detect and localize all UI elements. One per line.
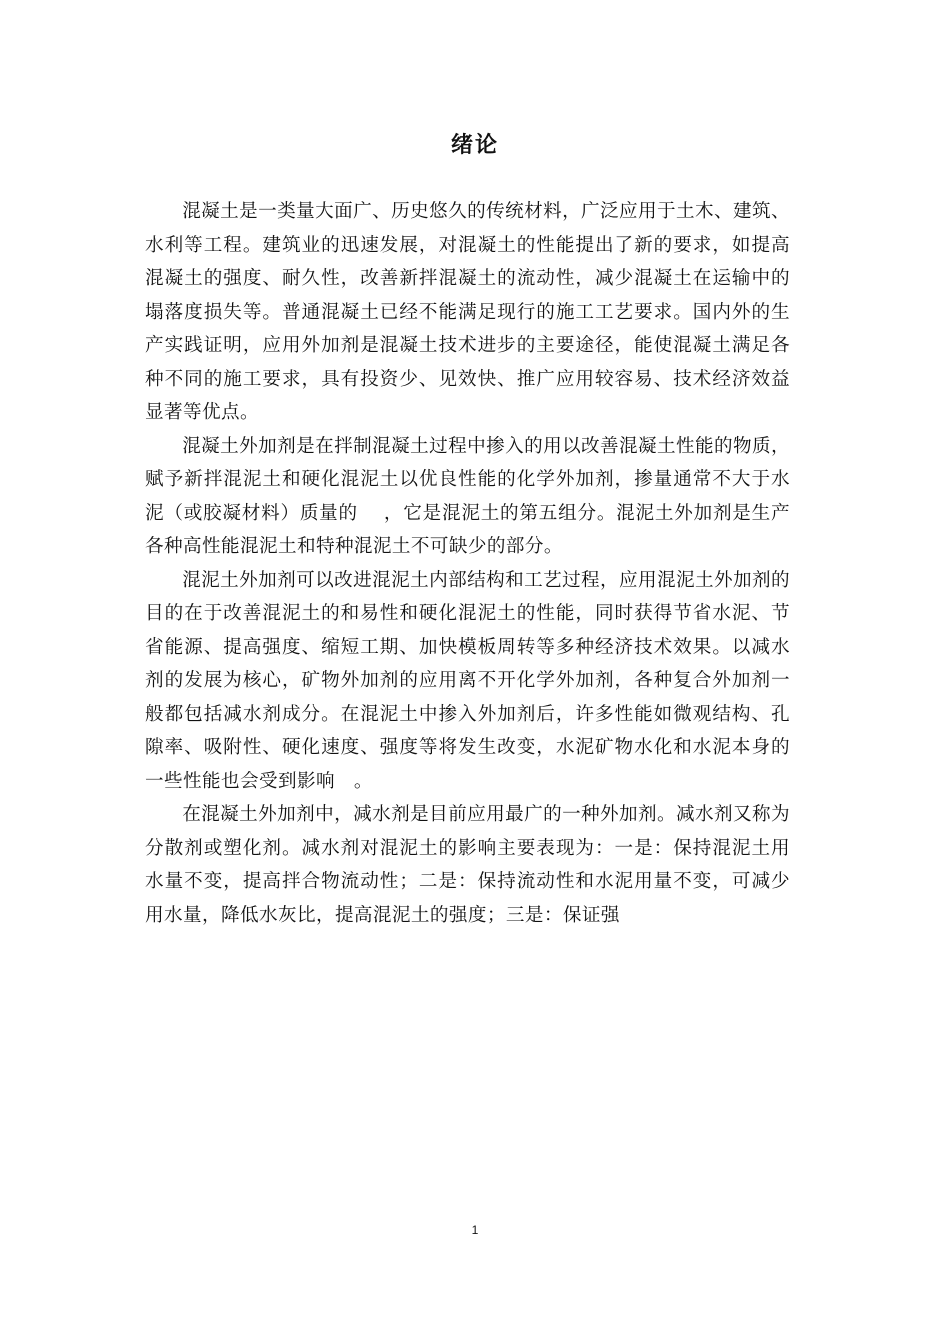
paragraph-4: 在混凝土外加剂中，减水剂是目前应用最广的一种外加剂。减水剂又称为分散剂或塑化剂。减水剂对混泥土的影响主要表现为：一是：保持混泥土用水量不变，提高拌合物流动性；二是：保持流动性和水泥用量不变，可减少用水量，降低水灰比，提高混泥土的强度；三是：保证强 bbox=[145, 804, 790, 926]
document-body bbox=[145, 195, 790, 932]
paragraph-1: 混凝土是一类量大面广、历史悠久的传统材料，广泛应用于土木、建筑、水利等工程。建筑业的迅速发展，对混凝土的性能提出了新的要求，如提高混凝土的强度、耐久性，改善新拌混凝土的流动性，减少混凝土在运输中的塌落度损失等。普通混凝土已经不能满足现行的施工工艺要求。国内外的生产实践证明，应用外加剂是混凝土技术进步的主要途径，能使混凝土满足各种不同的施工要求，具有投资少、见效快、推广应用较容易、技术经济效益显著等优点。 bbox=[145, 201, 790, 423]
page-title: 绪论 bbox=[450, 133, 499, 158]
paragraph-2: 混凝土外加剂是在拌制混凝土过程中掺入的用以改善混凝土性能的物质，赋予新拌混泥土和硬化混泥土以优良性能的化学外加剂，掺量通常不大于水泥（或胶凝材料）质量的 ，它是混泥土的第五组分。混泥土外加剂是生产各种高性能混泥土和特种混泥土不可缺少的部分。 bbox=[145, 435, 790, 557]
paragraph-3: 混泥土外加剂可以改进混泥土内部结构和工艺过程，应用混泥土外加剂的目的在于改善混泥土的和易性和硬化混泥土的性能，同时获得节省水泥、节省能源、提高强度、缩短工期、加快模板周转等多种经济技术效果。以减水剂的发展为核心，矿物外加剂的应用离不开化学外加剂，各种复合外加剂一般都包括减水剂成分。在混泥土中掺入外加剂后，许多性能如微观结构、孔隙率、吸附性、硬化速度、强度等将发生改变，水泥矿物水化和水泥本身的一些性能也会受到影响 。 bbox=[145, 569, 790, 792]
page-number: 1 bbox=[471, 1223, 479, 1237]
